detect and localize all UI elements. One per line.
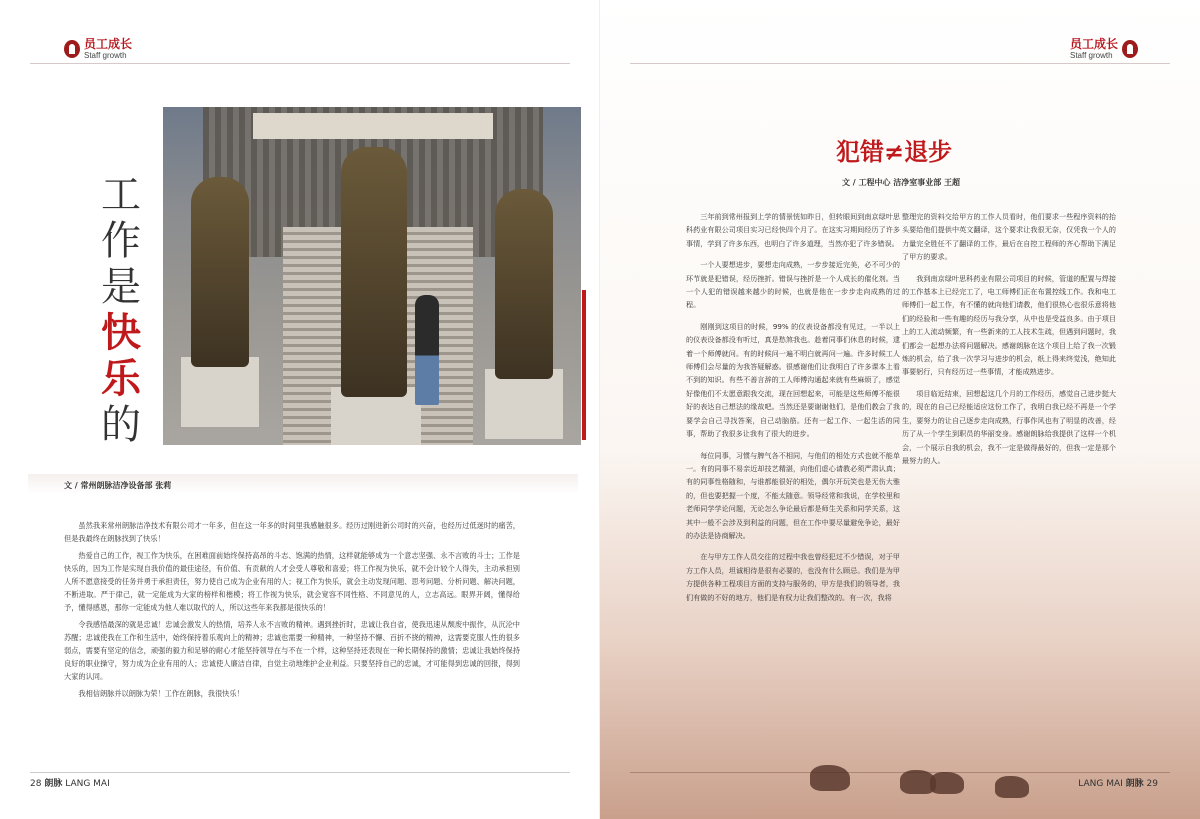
article-body: [64, 519, 520, 704]
page-folio: [30, 776, 110, 789]
paragraph: 刚刚到这项目的时候，99% 的仪表设备都没有见过，一半以上的仪表设备都没有听过，真是愁煞我也。趁着同事们休息的时候，逮着一个师傅就问。有的时候问一遍不明白就再问一遍。许多时候工人师傅们会尽量的为我答疑解惑。很感谢他们让我明白了许多课本上看不到的知识。有些不善言辞的工人师傅沟通起来就有些麻烦了，感觉好像他们不太愿意跟我交流，现在回想起来，可能是这些师傅不能很好的表达自己想法的缘故吧。当然还是要谢谢他们，是他们教会了我要学会自己寻找答案，自己动脑筋。还有一起工作、一起生活的同事，帮助了我很多让我有了很大的进步。: [686, 321, 900, 439]
byline: 文 / 常州朗脉洁净设备部 张莉: [64, 481, 172, 490]
paragraph: 热爱自己的工作，视工作为快乐，在困难面前始终保持高昂的斗志、饱满的热情，这样就能够成为一个意志坚强、永不言败的斗士；工作是快乐的，因为工作是实现自我价值的最佳途径，有价值、有贡献的人才会受人尊敬和喜爱；将工作视为快乐，就不会计较个人得失，主动承担别人所不愿意接受的任务并勇于承担责任，努力使自己成为企业有用的人；视工作为快乐，就会主动发现问题、思考问题、分析问题、解决问题，不断进取。严于律己，就一定能成为大家的榜样和楷模；将工作视为快乐，就会宽容不同性格、不同意见的人，立志高远。眼界开阔，懂得给予，懂得感恩，那你一定能成为他人难以取代的人，所以这些年来我都是很快乐的！: [64, 551, 520, 612]
staff-logo-icon: [1122, 40, 1138, 58]
article-title: 犯错≠退步: [836, 137, 953, 166]
section-badge: [1070, 38, 1138, 60]
title-char: 的: [101, 402, 141, 448]
brand-cn: 朗脉: [1125, 779, 1144, 789]
rider-silhouette-image: [930, 772, 964, 794]
paragraph: 在与甲方工作人员交往的过程中我也曾经犯过不少错误，对于甲方工作人员，坦诚相待是很有必要的，也没有什么顾忌。我们是为甲方提供各种工程项目方面的支持与服务的，甲方是我们的领导者，我们有做的不好的地方，他们是有权力让我们整改的。有一次，我将: [686, 552, 900, 602]
paragraph: 每位同事，习惯与脾气各不相同，与他们的相处方式也就不能单一。有的同事不易亲近却技艺精湛，向他们虚心请教必须严肃认真；有的同事性格随和，与谁都能很好的相处，偶尔开玩笑也是无伤大雅的，但也要把握一个度，不能太随意。领导经常和我说，在学校里和老师同学学论问题，无论怎么争论最后都是师生关系和同学关系，这其中一般不会涉及到利益的问题，但在工作中要尽量避免争论，最好的办法是协商解决。: [686, 450, 900, 540]
footer-rule: [30, 772, 570, 773]
title-char: 作: [101, 218, 141, 264]
section-title-en: Staff growth: [1069, 51, 1113, 60]
paragraph: 三年前到常州报到上学的情景恍如昨日，但转眼间到南京绿叶思科药业有限公司项目实习已经快四个月了。在这实习期间经历了许多事情，学到了许多东西，也明白了许多道理，当然亦犯了许多错误。: [686, 212, 900, 248]
section-title-cn: 员工成长: [84, 37, 133, 51]
photo-pedestal: [485, 369, 563, 439]
brand-cn: 朗脉: [44, 779, 63, 789]
rider-silhouette-image: [995, 776, 1029, 798]
title-char-emphasis: 乐: [101, 355, 141, 402]
article-column-1: [686, 210, 900, 612]
header-rule: [630, 63, 1170, 64]
staff-logo-icon: [64, 40, 80, 58]
title-char-emphasis: 快: [101, 309, 141, 356]
page-number: 29: [1146, 779, 1158, 789]
paragraph: 我相信朗脉并以朗脉为荣！工作在朗脉，我很快乐！: [78, 689, 244, 698]
header-rule: [30, 63, 570, 64]
page-folio: [1078, 776, 1158, 789]
paragraph: 虽然我来常州朗脉洁净技术有限公司才一年多，但在这一年多的时间里我感触很多。经历过刚进新公司时的兴奋，也经历过低迷时的痛苦，但是我最终在朗脉找到了快乐！: [64, 521, 520, 543]
paragraph: 令我感悟最深的就是忠诚！忠诚会激发人的热情，培养人永不言败的精神。遇到挫折时，忠诚让我自省，使我迅速从颓废中振作，从沉沦中苏醒；忠诚使我在工作和生活中，始终保持着乐观向上的精神；忠诚也需要一种精神，一种坚持不懈、百折不挠的精神，这需要克服人性的很多弱点，需要有坚定的信念，顽强的毅力和足够的耐心才能坚持领导在与不在一个样，这种坚持还表现在一种长期保持的激情；忠诚让我始终保持良好的职业操守，努力成为企业有用的人；忠诚使人廉洁自律，自觉主动地维护企业利益。只要坚持自己的忠诚，才可能得到忠诚的回报，得到大家的认同。: [64, 620, 520, 681]
photo-gate-top: [253, 113, 493, 139]
paragraph: 一个人要想进步，要想走向成熟，一步步接近完美，必不可少的环节就是犯错误，经历挫折。错误与挫折是一个人成长的催化剂。当一个人犯的错误越来越少的时候，也就是他在一步步走向成熟的过程。: [686, 260, 900, 310]
paragraph-continued: 整理完的资料交给甲方的工作人员看时，他们要求一些程序资料的抬头要给他们提供中英文翻译，这个要求让我很无奈，仅凭我一个人的力量完全胜任不了翻译的工作，最后在自控工程师的齐心帮助下满足了甲方的要求。: [902, 212, 1116, 262]
brand-en: LANG MAI: [65, 779, 110, 789]
vertical-title: [96, 172, 146, 448]
photo-person: [415, 295, 439, 405]
accent-rule: [582, 290, 586, 440]
title-char: 工: [101, 172, 141, 218]
paragraph: 项目临近结束，回想起这几个月的工作经历，感觉自己进步挺大的，现在的自己已经能适应这份工作了，我明白我已经不再是一个学生，要努力的让自己逐步走向成熟，行事作风也有了明显的改善，经历了从一个学生到职员的华丽变身。感谢朗脉给我提供了这样一个机会，一个展示自我的机会，我不一定是做得最好的，但我一定是那个最努力的人。: [902, 388, 1116, 465]
rider-silhouette-image: [810, 765, 850, 791]
article-column-2: [902, 210, 1116, 475]
paragraph: 我到南京绿叶思科药业有限公司项目的时候，管道的配置与焊接的工作基本上已经完工了，电工师傅们正在布置控线工作。我和电工师傅们一起工作，有不懂的就向他们请教，他们很热心也很乐意将他们的经验和一些有趣的经历与我分享，从中也是受益良多。由于项目上的工人流动频繁，有一些新来的工人技术生疏，但遇到问题时，我们都会一起想办法将问题解决。感谢朗脉在这个项目上给了我一次锻炼的机会，给了我一次学习与进步的机会，纸上得来终觉浅，绝知此事要躬行，只有经历过一些事情，才能成熟进步。: [902, 273, 1116, 377]
photo-statue: [191, 177, 249, 367]
byline: 文 / 工程中心 洁净室事业部 王超: [842, 178, 961, 187]
photo-statue: [495, 189, 553, 379]
photo-pedestal: [181, 357, 259, 427]
section-title-cn: 员工成长: [1069, 37, 1118, 51]
section-title-en: Staff growth: [84, 51, 127, 60]
page-number: 28: [30, 779, 42, 789]
section-badge: [64, 38, 132, 60]
brand-en: LANG MAI: [1078, 779, 1123, 789]
temple-photo: [163, 107, 581, 445]
footer-rule: [630, 772, 1170, 773]
photo-statue: [341, 147, 407, 397]
title-char: 是: [101, 264, 141, 310]
